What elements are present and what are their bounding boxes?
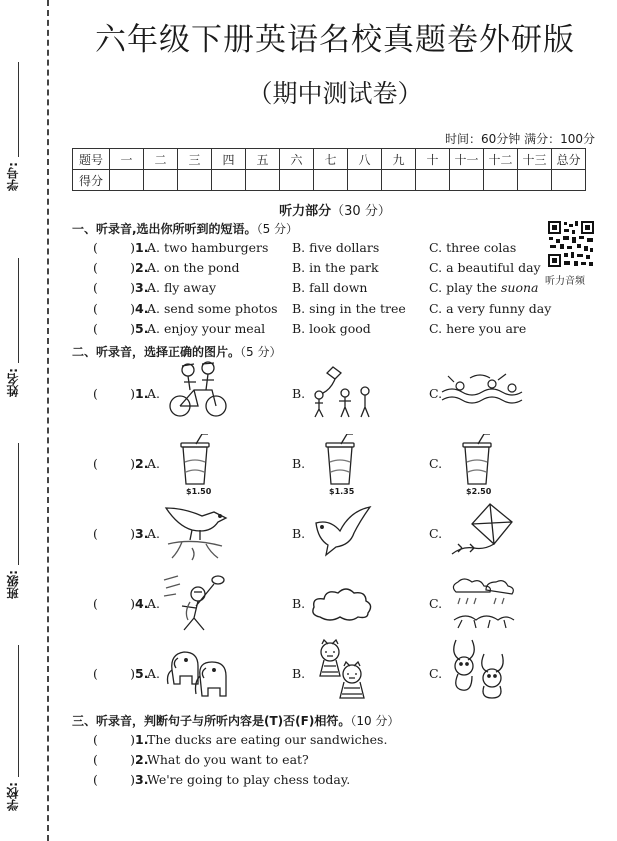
option-a-label: A. (147, 386, 161, 401)
option-b-label: B. (292, 456, 306, 471)
price-label: $1.35 (329, 487, 355, 496)
question-number: 5. (135, 321, 149, 336)
score-cell[interactable] (518, 170, 552, 191)
col-header: 九 (382, 149, 416, 170)
option-c: C. three colas (429, 240, 517, 255)
option-b: B. look good (292, 321, 371, 336)
question-number: 3. (135, 772, 149, 787)
option-c-emphasis: suona (501, 280, 539, 295)
score-table (72, 148, 586, 191)
rabbits-image[interactable] (444, 636, 518, 702)
price-label: $2.50 (466, 487, 492, 496)
option-b: B. in the park (292, 260, 379, 275)
question-number: 3. (135, 526, 149, 541)
score-cell[interactable] (280, 170, 314, 191)
score-row-label: 得分 (73, 170, 110, 191)
listening-points: （30 分） (331, 204, 391, 219)
option-a: A. send some photos (147, 301, 278, 316)
school-line[interactable] (18, 645, 19, 777)
col-header: 三 (178, 149, 212, 170)
col-header: 十二 (484, 149, 518, 170)
class-label: 班级: (6, 570, 20, 599)
option-a: A. two hamburgers (147, 240, 269, 255)
option-b: B. sing in the tree (292, 301, 406, 316)
option-b-label: B. (292, 596, 306, 611)
section3-title (72, 712, 399, 729)
col-header: 十一 (450, 149, 484, 170)
option-c-label: C. (429, 456, 443, 471)
score-cell[interactable] (144, 170, 178, 191)
option-b-label: B. (292, 526, 306, 541)
option-b-label: B. (292, 386, 306, 401)
statement-text: The ducks are eating our sandwiches. (147, 732, 388, 747)
people-swimming-image[interactable] (440, 372, 530, 412)
section2-title (72, 343, 281, 360)
qr-caption: 听力音频 (545, 276, 585, 287)
option-c: C. a beautiful day (429, 260, 541, 275)
name-line[interactable] (18, 258, 19, 363)
binding-dashed-line (47, 0, 49, 841)
option-a-label: A. (147, 526, 161, 541)
kids-riding-bike-image[interactable] (162, 360, 234, 418)
exam-title: 六年级下册英语名校真题卷外研版 (95, 22, 575, 58)
option-c: C. a very funny day (429, 301, 552, 316)
col-header: 十 (416, 149, 450, 170)
option-a-label: A. (147, 456, 161, 471)
elephants-image[interactable] (164, 640, 234, 702)
score-table-header-row (73, 149, 586, 170)
rain-cloud-image[interactable] (446, 576, 520, 630)
cloud-image[interactable] (310, 585, 374, 623)
score-table-score-row (73, 170, 586, 191)
score-cell[interactable] (178, 170, 212, 191)
question-number: 2. (135, 260, 149, 275)
col-header: 六 (280, 149, 314, 170)
col-header: 十三 (518, 149, 552, 170)
score-cell[interactable] (110, 170, 144, 191)
price-label: $1.50 (186, 487, 212, 496)
question-number: 1. (135, 732, 149, 747)
score-cell[interactable] (484, 170, 518, 191)
exam-subtitle: （期中测试卷） (247, 79, 423, 108)
statement-text: We're going to play chess today. (147, 772, 351, 787)
section2-title-text: 二、听录音，选择正确的图片。 (72, 345, 241, 359)
option-c-prefix: C. play the (429, 280, 501, 295)
question-number: 3. (135, 280, 149, 295)
qr-code-icon[interactable] (547, 220, 595, 268)
kite-image[interactable] (444, 502, 518, 560)
drink-cup-image[interactable] (323, 434, 357, 486)
col-header: 七 (314, 149, 348, 170)
question-number: 5. (135, 666, 149, 681)
col-header: 二 (144, 149, 178, 170)
option-c-label: C. (429, 526, 443, 541)
score-cell[interactable] (416, 170, 450, 191)
listening-header (60, 200, 610, 219)
option-c-label: C. (429, 386, 443, 401)
option-a-label: A. (147, 596, 161, 611)
bird-on-branch-image[interactable] (162, 500, 236, 562)
flying-bird-image[interactable] (310, 505, 380, 557)
col-header: 四 (212, 149, 246, 170)
section1-points: （5 分） (256, 222, 299, 236)
option-b: B. fall down (292, 280, 368, 295)
school-label: 学校: (6, 782, 20, 811)
drink-cup-image[interactable] (460, 434, 494, 486)
question-number: 1. (135, 240, 149, 255)
option-c-label: C. (429, 666, 443, 681)
tigers-image[interactable] (310, 638, 376, 704)
score-cell[interactable] (314, 170, 348, 191)
score-cell[interactable] (348, 170, 382, 191)
option-c (429, 280, 539, 295)
score-cell[interactable] (382, 170, 416, 191)
option-b-label: B. (292, 666, 306, 681)
section1-title-text: 一、听录音,选出你所听到的短语。 (72, 222, 257, 236)
student-no-line[interactable] (18, 62, 19, 157)
score-cell[interactable] (450, 170, 484, 191)
option-b: B. five dollars (292, 240, 380, 255)
score-cell[interactable] (552, 170, 586, 191)
name-label: 姓名: (6, 368, 20, 397)
question-number: 2. (135, 456, 149, 471)
kids-flying-kite-image[interactable] (305, 363, 375, 418)
exam-meta: 时间：60分钟 满分：100分 (445, 132, 595, 146)
section2-points: （5 分） (240, 345, 282, 359)
class-line[interactable] (18, 443, 19, 565)
col-header: 八 (348, 149, 382, 170)
man-holding-hat-in-wind-image[interactable] (162, 572, 232, 634)
option-a-label: A. (147, 666, 161, 681)
section3-title-text: 三、听录音，判断句子与所听内容是(T)否(F)相符。 (72, 714, 351, 728)
statement-text: What do you want to eat? (147, 752, 309, 767)
option-c-label: C. (429, 596, 443, 611)
listening-title: 听力部分 (279, 204, 332, 219)
option-a: A. on the pond (147, 260, 240, 275)
option-a: A. fly away (147, 280, 217, 295)
col-header: 一 (110, 149, 144, 170)
section3-points: （10 分） (350, 714, 400, 728)
score-cell[interactable] (212, 170, 246, 191)
col-header: 五 (246, 149, 280, 170)
option-a: A. enjoy your meal (147, 321, 266, 336)
drink-cup-image[interactable] (178, 434, 212, 486)
score-cell[interactable] (246, 170, 280, 191)
col-header: 总分 (552, 149, 586, 170)
question-number: 4. (135, 301, 149, 316)
section1-title (72, 220, 298, 237)
option-c: C. here you are (429, 321, 527, 336)
question-number: 2. (135, 752, 149, 767)
question-number: 1. (135, 386, 149, 401)
score-row-label: 题号 (73, 149, 110, 170)
student-no-label: 学号: (6, 162, 20, 191)
question-number: 4. (135, 596, 149, 611)
